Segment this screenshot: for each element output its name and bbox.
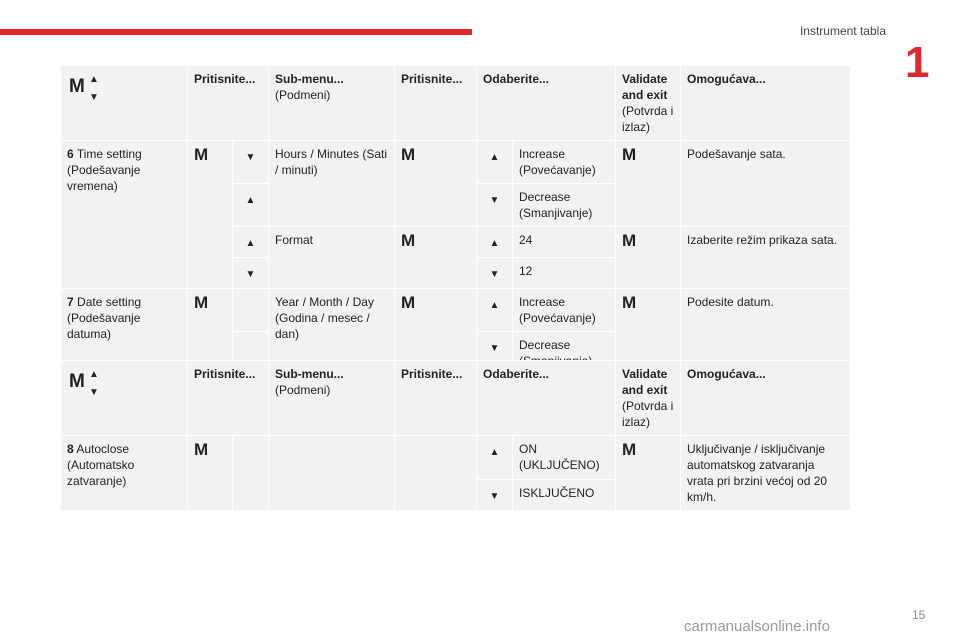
table-row [61,436,851,480]
m-key-icon: M [616,289,681,375]
option-off: ISKLJUČENO [513,479,616,510]
submenu-hours-minutes: Hours / Minutes (Sati / minuti) [269,141,395,227]
m-up-down-keys-icon: M ▲ ▼ [61,66,188,141]
option-increase: Increase (Povećavanje) [513,289,616,332]
up-arrow-icon: ▲ [233,227,269,258]
down-arrow-icon: ▼ [477,258,513,289]
column-press: Pritisnite... [188,66,269,141]
page-number: 15 [912,608,926,622]
table-header-row [61,361,851,436]
header-accent-bar [0,29,472,35]
up-arrow-icon: ▲ [477,436,513,480]
result-clock-mode: Izaberite režim prikaza sata. [681,227,851,289]
column-enables: Omogućava... [681,361,851,436]
column-validate: Validate and exit (Potvrda i izlaz) [616,66,681,141]
m-key-icon: M [188,436,233,511]
column-submenu: Sub-menu... (Podmeni) [269,361,395,436]
column-submenu: Sub-menu... (Podmeni) [269,66,395,141]
m-key-icon: M [395,227,477,289]
down-arrow-icon: ▼ [233,141,269,184]
option-decrease: Decrease (Smanjivanje) [513,184,616,227]
m-key-icon: M [616,227,681,289]
down-arrow-icon: ▼ [477,184,513,227]
column-select: Odaberite... [477,66,616,141]
column-select: Odaberite... [477,361,616,436]
result-date: Podesite datum. [681,289,851,375]
column-enables: Omogućava... [681,66,851,141]
down-arrow-icon: ▼ [477,479,513,510]
down-arrow-icon: ▼ [233,258,269,289]
date-setting-label: 7 Date setting (Podešavanje datuma) [61,289,188,375]
watermark: carmanualsonline.info [684,618,830,635]
option-24: 24 [513,227,616,258]
option-increase: Increase (Povećavanje) [513,141,616,184]
empty-cell [233,289,269,332]
result-clock-setting: Podešavanje sata. [681,141,851,227]
result-autoclose: Uključivanje / isključivanje automatskog zatvaranja vrata pri brzini većoj od 20 km/h. [681,436,851,511]
option-12: 12 [513,258,616,289]
empty-cell [269,436,395,511]
m-key-icon: M [395,289,477,375]
empty-cell [233,436,269,511]
m-key-icon: M [188,141,233,289]
table-row [61,141,851,184]
table-row [61,289,851,332]
column-validate: Validate and exit (Potvrda i izlaz) [616,361,681,436]
m-key-icon: M [188,289,233,375]
column-press-2: Pritisnite... [395,361,477,436]
time-setting-label: 6 Time setting (Podešavanje vremena) [61,141,188,289]
up-arrow-icon: ▲ [477,227,513,258]
up-arrow-icon: ▲ [477,141,513,184]
down-arrow-icon: ▼ [477,332,513,375]
option-on: ON (UKLJUČENO) [513,436,616,480]
autoclose-label: 8 Autoclose (Automatsko zatvaranje) [61,436,188,511]
m-up-down-keys-icon: M ▲ ▼ [61,361,188,436]
settings-table-autoclose [60,360,851,511]
table-header-row [61,66,851,141]
m-key-icon: M [616,436,681,511]
column-press-2: Pritisnite... [395,66,477,141]
up-arrow-icon: ▲ [233,184,269,227]
submenu-format: Format [269,227,395,289]
chapter-number: 1 [905,38,930,87]
section-title: Instrument tabla [799,24,886,38]
option-decrease: Decrease [513,332,616,375]
up-arrow-icon: ▲ [477,289,513,332]
submenu-year-month-day: Year / Month / Day (Godina / mesec / dan) [269,289,395,375]
empty-cell [395,436,477,511]
m-key-icon: M [395,141,477,227]
m-key-icon: M [616,141,681,227]
settings-table-time-date [60,65,851,375]
column-press: Pritisnite... [188,361,269,436]
